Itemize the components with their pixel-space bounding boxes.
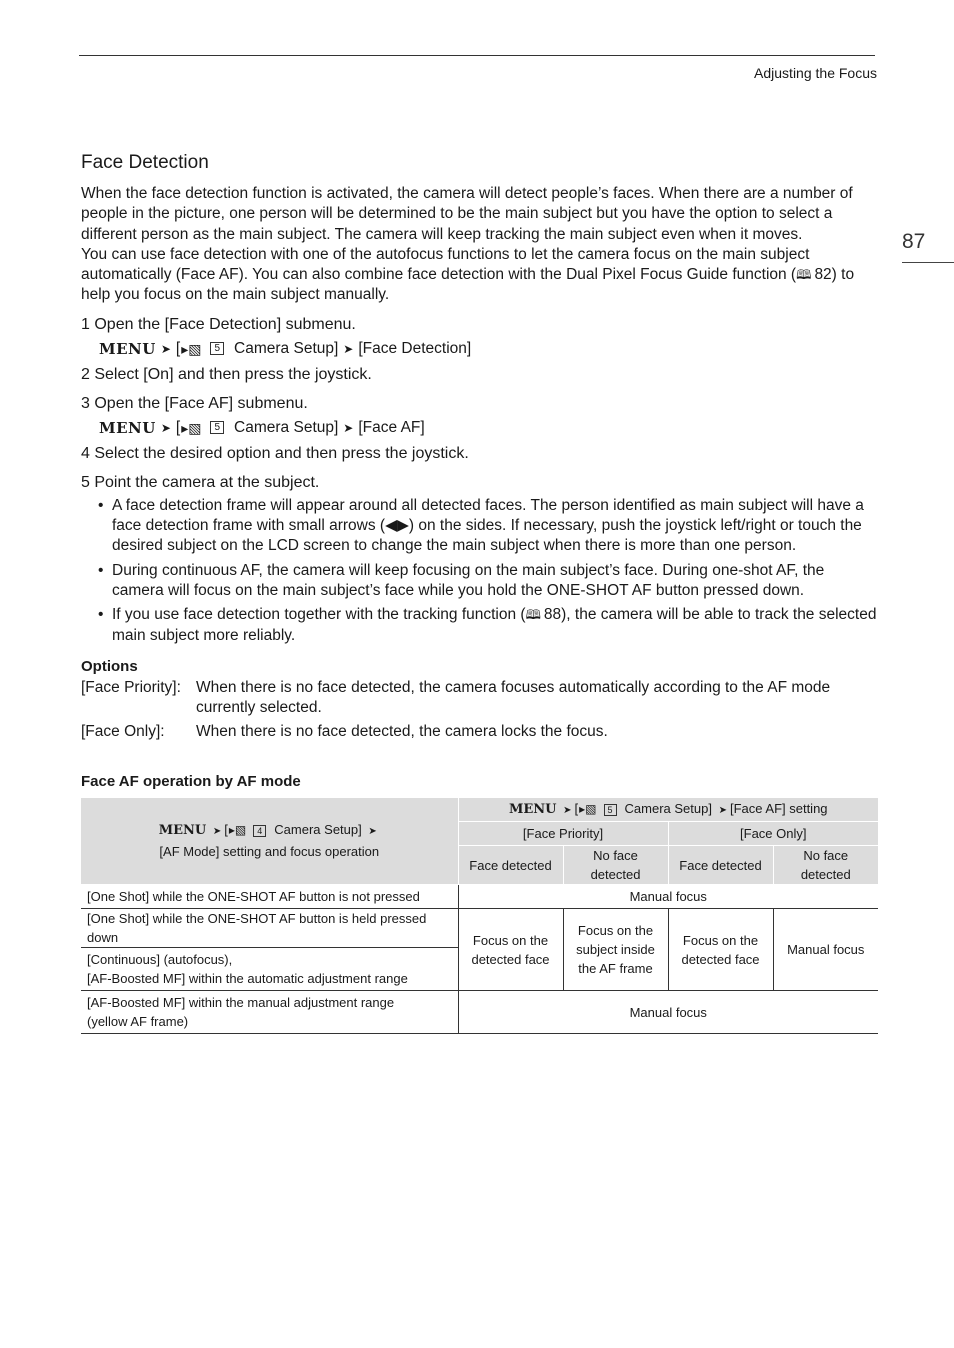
menu-page-box: 5 — [210, 342, 224, 355]
menu-icon: MENU — [158, 823, 207, 838]
table-cell: Manual focus — [458, 885, 878, 909]
intro-paragraph-2: You can use face detection with one of the autofocus functions to let the camera focus on the main subject automatically (Face AF). You can also combine face detection with the Dual Pixel Focus Guide function (🕮 82) to help you focus on the main subject manually. — [81, 245, 855, 304]
step-5: 5 Point the camera at the subject. — [81, 473, 320, 491]
arrow-right-icon: ➤ — [718, 805, 727, 816]
arrow-right-icon: ➤ — [343, 420, 354, 435]
bullet-item: • During continuous AF, the camera will keep focusing on the main subject’s face. During one-shot AF, the camera will focus on the main subject’s face while you hold the ONE-SHOT AF button pressed down. — [112, 561, 877, 602]
page-number: 87 — [902, 230, 926, 253]
row-header: [One Shot] while the ONE-SHOT AF button is held pressed down — [81, 909, 458, 948]
header-rule — [79, 55, 875, 56]
table-cell: Focus on the detected face — [458, 909, 563, 991]
menu-path-face-detection: MENU ➤ [ ▸▧ 5 Camera Setup] ➤ [Face Detection] — [99, 339, 472, 358]
face-af-table — [81, 798, 878, 1035]
arrow-right-icon: ➤ — [160, 420, 171, 435]
bullet-item: • A face detection frame will appear around all detected faces. The person identified as main subject will have a face detection frame with small arrows (◀▶) on the sides. If necessary, push the joystick left/right or touch the desired subject on the LCD screen to change the main subject when there is more than one person. — [112, 496, 877, 557]
step-2: 2 Select [On] and then press the joystick. — [81, 365, 372, 383]
row-header: [Continuous] (autofocus), [AF-Boosted MF] within the automatic adjustment range — [81, 948, 458, 991]
table-cell: Manual focus — [458, 991, 878, 1034]
bullet-list — [81, 496, 877, 646]
subcol-header: Face detected — [458, 846, 563, 885]
step-4: 4 Select the desired option and then press the joystick. — [81, 444, 469, 462]
table-cell: Focus on the detected face — [668, 909, 773, 991]
arrow-right-icon: ➤ — [368, 826, 377, 837]
group-face-priority: [Face Priority] — [458, 822, 668, 846]
table-title: Face AF operation by AF mode — [81, 772, 301, 790]
subcol-header: Face detected — [668, 846, 773, 885]
camera-setup-icon: ▸▧ — [228, 823, 247, 837]
bullet-item: • If you use face detection together with the tracking function (🕮 88), the camera will be able to track the selected main subject more reliably. — [112, 605, 877, 646]
main-content — [81, 150, 877, 1034]
menu-path-face-af: MENU ➤ [ ▸▧ 5 Camera Setup] ➤ [Face AF] — [99, 418, 425, 437]
running-title: Adjusting the Focus — [754, 65, 877, 81]
arrow-right-icon: ➤ — [343, 341, 354, 356]
camera-setup-icon: ▸▧ — [579, 802, 597, 816]
menu-page-box: 4 — [253, 825, 266, 837]
menu-page-box: 5 — [604, 804, 617, 816]
camera-setup-icon: ▸▧ — [181, 419, 202, 436]
option-face-priority: [Face Priority]: When there is no face detected, the camera focuses automatically according to the AF mode currently selected. — [81, 678, 831, 717]
table-cell: Focus on the subject inside the AF frame — [563, 909, 668, 991]
section-title: Face Detection — [81, 152, 209, 173]
arrow-right-icon: ➤ — [212, 826, 222, 837]
arrows-icon: ◀▶ — [385, 517, 409, 535]
step-3: 3 Open the [Face AF] submenu. — [81, 394, 308, 412]
group-face-only: [Face Only] — [668, 822, 878, 846]
page-ref: 82) — [814, 266, 837, 284]
menu-icon: MENU — [99, 418, 156, 437]
right-header: MENU ➤ [▸▧ 5 Camera Setup] ➤ [Face AF] setting — [458, 798, 878, 822]
page-number-rule — [902, 262, 954, 263]
menu-page-box: 5 — [210, 421, 224, 434]
left-header: MENU ➤ [▸▧ 4 Camera Setup] ➤ [AF Mode] setting and focus operation — [81, 798, 458, 885]
row-header: [AF-Boosted MF] within the manual adjustment range (yellow AF frame) — [81, 991, 458, 1034]
subcol-header: No face detected — [563, 846, 668, 885]
arrow-right-icon: ➤ — [563, 805, 572, 816]
row-header: [One Shot] while the ONE-SHOT AF button is not pressed — [81, 885, 458, 909]
table-cell: Manual focus — [773, 909, 878, 991]
book-icon: 🕮 — [796, 267, 812, 283]
option-face-only: [Face Only]: When there is no face detected, the camera locks the focus. — [81, 723, 608, 741]
menu-icon: MENU — [508, 802, 557, 817]
subcol-header: No face detected — [773, 846, 878, 885]
intro-paragraph-1: When the face detection function is activated, the camera will detect people’s faces. When there are a number of people in the picture, one person will be determined to be the main subject but you have the option to select a different person as the main subject. The camera will keep tracking the main subject even when it moves. — [81, 185, 853, 243]
options-title: Options — [81, 657, 138, 675]
menu-icon: MENU — [99, 339, 156, 358]
step-1: 1 Open the [Face Detection] submenu. — [81, 315, 356, 333]
arrow-right-icon: ➤ — [160, 341, 171, 356]
camera-setup-icon: ▸▧ — [181, 340, 202, 357]
book-icon: 🕮 — [525, 607, 541, 623]
